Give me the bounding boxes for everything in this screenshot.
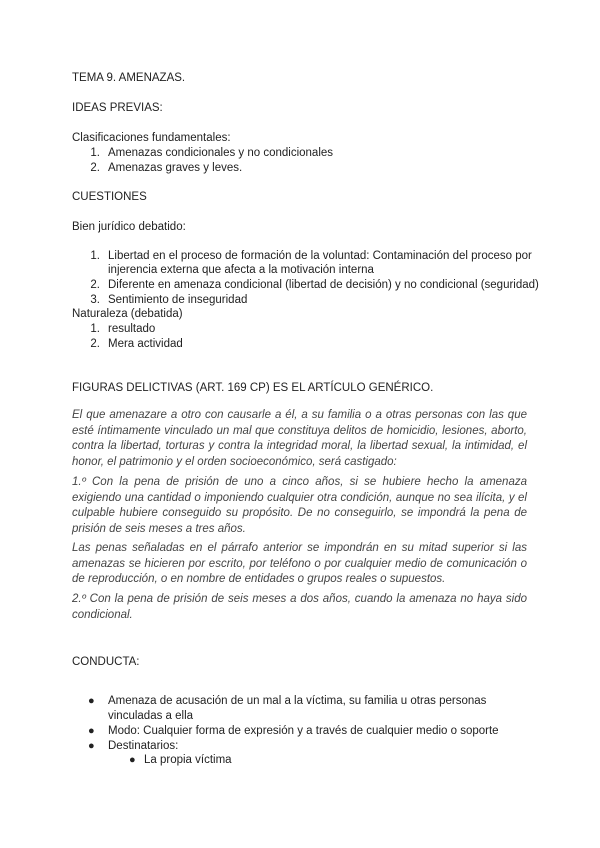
article-paragraph: El que amenazare a otro con causarle a él, a su familia o a otras personas con las que esté íntimamente vinculado un mal que constituya delitos de homicidio, lesiones, aborto, contra la libertad, torturas y contra la integridad moral, la libertad sexual, la intimidad, el honor, el patrimonio y el orden socioeconómico, será castigado: bbox=[72, 409, 527, 468]
bullet-item: Destinatarios: bbox=[108, 740, 179, 752]
bullet-icon: ● bbox=[88, 725, 95, 737]
clasificaciones-subheading: Clasificaciones fundamentales: bbox=[72, 132, 231, 144]
figuras-heading: FIGURAS DELICTIVAS (ART. 169 CP) ES EL ARTÍCULO GENÉRICO. bbox=[72, 382, 434, 394]
article-paragraph: 1.º Con la pena de prisión de uno a cinco años, si se hubiere hecho la amenaza exigiendo una cantidad o imponiendo cualquier otra condición, aunque no sea ilícita, y el culpable hubiere conseguido su propósito. De no conseguirlo, se impondrá la pena de prisión de seis meses a tres años. bbox=[72, 476, 527, 535]
ideas-previas-heading: IDEAS PREVIAS: bbox=[72, 102, 163, 114]
list-number: 1. bbox=[90, 323, 100, 335]
list-number: 1. bbox=[90, 147, 100, 159]
article-paragraph: Las penas señaladas en el párrafo anterior se impondrán en su mitad superior si las amenazas se hicieren por escrito, por teléfono o por cualquier medio de comunicación o de reproducción, o en nombre de entidades o grupos reales o supuestos. bbox=[72, 542, 527, 586]
list-number: 2. bbox=[90, 279, 100, 291]
list-item-continuation: injerencia externa que afecta a la motivación interna bbox=[108, 264, 374, 276]
list-number: 1. bbox=[90, 250, 100, 262]
list-item: Sentimiento de inseguridad bbox=[108, 294, 248, 306]
list-number: 3. bbox=[90, 294, 100, 306]
bullet-item: Amenaza de acusación de un mal a la víctima, su familia u otras personas bbox=[108, 695, 487, 707]
article-paragraph: 2.º Con la pena de prisión de seis meses a dos años, cuando la amenaza no haya sido condicional. bbox=[72, 593, 527, 621]
sub-bullet-item: La propia víctima bbox=[144, 754, 232, 766]
list-item: Diferente en amenaza condicional (libertad de decisión) y no condicional (seguridad) bbox=[108, 279, 539, 291]
list-item: Amenazas graves y leves. bbox=[108, 162, 243, 174]
bullet-item: Modo: Cualquier forma de expresión y a través de cualquier medio o soporte bbox=[108, 725, 499, 737]
document-title: TEMA 9. AMENAZAS. bbox=[72, 72, 186, 84]
sub-bullet-icon: ● bbox=[129, 754, 136, 766]
bullet-item-continuation: vinculadas a ella bbox=[108, 710, 194, 722]
list-item: Libertad en el proceso de formación de la voluntad: Contaminación del proceso por bbox=[108, 250, 532, 262]
bullet-icon: ● bbox=[88, 740, 95, 752]
list-number: 2. bbox=[90, 162, 100, 174]
naturaleza-heading: Naturaleza (debatida) bbox=[72, 308, 183, 320]
list-number: 2. bbox=[90, 338, 100, 350]
list-item: Amenazas condicionales y no condicionales bbox=[108, 147, 334, 159]
list-item: Mera actividad bbox=[108, 338, 183, 350]
list-item: resultado bbox=[108, 323, 156, 335]
cuestiones-heading: CUESTIONES bbox=[72, 191, 147, 203]
bien-juridico-heading: Bien jurídico debatido: bbox=[72, 221, 186, 233]
bullet-icon: ● bbox=[88, 695, 95, 707]
conducta-heading: CONDUCTA: bbox=[72, 656, 140, 668]
